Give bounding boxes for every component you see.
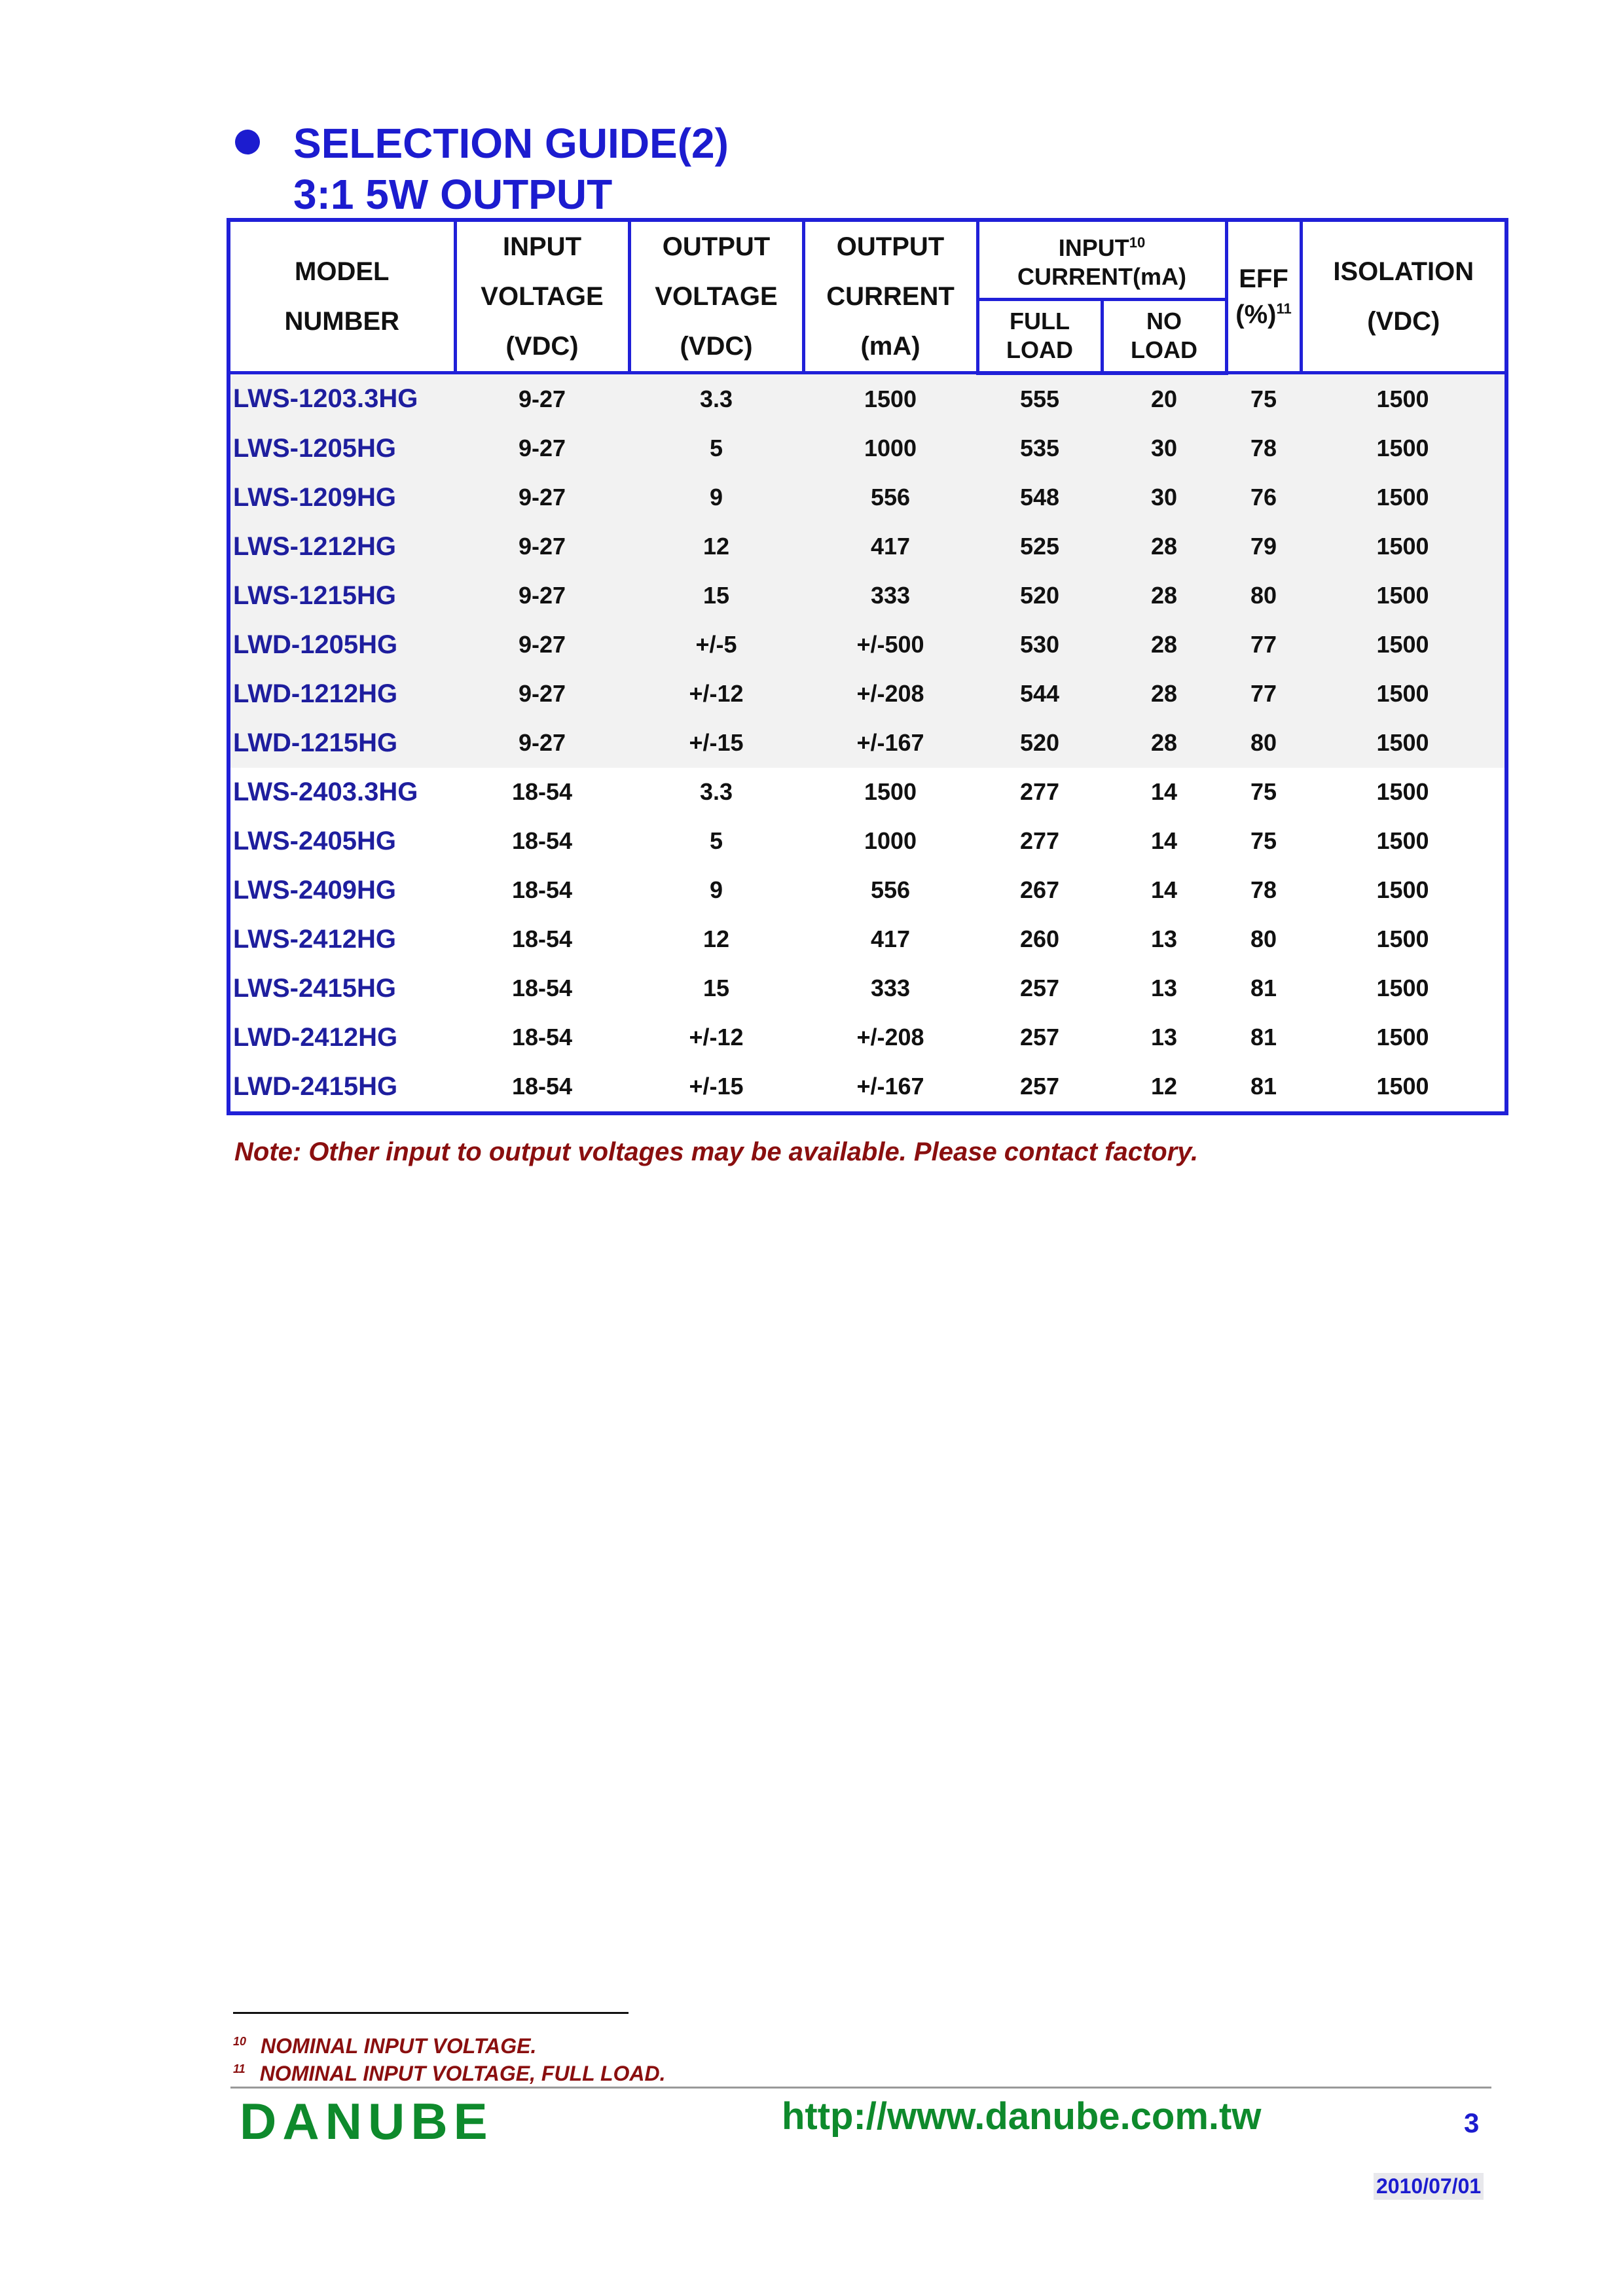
full-load-cell: 555 [977,373,1102,424]
input-voltage-cell: 9-27 [455,522,629,571]
input-voltage-cell: 18-54 [511,975,573,1001]
table-row [228,719,1506,768]
model-cell: LWS-2415HG [233,973,396,1003]
output-current-cell: +/-208 [856,1024,924,1050]
model-cell: LWS-1205HG [228,424,455,473]
brand-logo: DANUBE [240,2092,494,2150]
footer-divider [230,2087,1491,2089]
output-current-cell: +/-167 [856,1073,924,1100]
isolation-cell: 1500 [1376,1024,1429,1050]
model-cell: LWS-2409HG [233,875,396,905]
table-row [228,473,1506,522]
output-current-cell: 556 [803,473,977,522]
eff-cell: 75 [1250,827,1277,854]
output-current-cell: 417 [803,522,977,571]
output-current-cell: +/-500 [803,620,977,670]
no-load-cell: 28 [1102,571,1226,620]
input-voltage-cell: 9-27 [455,670,629,719]
input-voltage-cell: 9-27 [455,424,629,473]
output-voltage-cell: +/-15 [689,1073,744,1100]
eff-cell: 81 [1250,1073,1277,1100]
output-voltage-cell: +/-12 [629,670,803,719]
table-row [228,1013,1506,1062]
output-voltage-cell: +/-12 [689,1024,744,1050]
output-current-cell: 1000 [803,424,977,473]
full-load-cell: 277 [1019,778,1060,805]
revision-date: 2010/07/01 [1374,2173,1484,2200]
no-load-cell: 30 [1102,473,1226,522]
isolation-cell: 1500 [1376,876,1429,903]
table-row [228,768,1506,817]
input-voltage-cell: 18-54 [511,778,573,805]
output-current-cell: +/-208 [803,670,977,719]
output-voltage-cell: 12 [702,925,730,952]
bullet-icon [235,130,260,154]
eff-cell: 81 [1250,975,1277,1001]
isolation-cell: 1500 [1301,719,1506,768]
isolation-cell: 1500 [1301,571,1506,620]
model-cell: LWD-2412HG [233,1022,398,1052]
selection-table [227,218,1508,1115]
table-row [228,915,1506,964]
eff-cell: 80 [1226,719,1301,768]
input-voltage-cell: 9-27 [455,373,629,424]
website-link[interactable]: http://www.danube.com.tw [782,2095,1262,2138]
eff-cell: 75 [1250,778,1277,805]
model-cell: LWS-1203.3HG [228,373,455,424]
output-voltage-cell: 9 [629,473,803,522]
table-row [228,866,1506,915]
output-current-cell: +/-167 [803,719,977,768]
output-voltage-cell: 3.3 [699,778,733,805]
output-voltage-cell: 5 [709,827,723,854]
input-voltage-cell: 9-27 [455,571,629,620]
eff-cell: 78 [1226,424,1301,473]
output-voltage-cell: 12 [629,522,803,571]
output-current-cell: 1500 [803,373,977,424]
isolation-cell: 1500 [1376,925,1429,952]
output-voltage-cell: 5 [629,424,803,473]
isolation-cell: 1500 [1301,670,1506,719]
eff-cell: 75 [1226,373,1301,424]
input-voltage-cell: 18-54 [511,876,573,903]
no-load-cell: 20 [1102,373,1226,424]
eff-cell: 77 [1226,670,1301,719]
full-load-cell: 548 [977,473,1102,522]
output-current-cell: 1000 [864,827,917,854]
full-load-cell: 277 [1019,827,1060,854]
isolation-cell: 1500 [1301,473,1506,522]
heading-subtitle: 3:1 5W OUTPUT [293,171,613,218]
model-cell: LWD-2415HG [233,1071,398,1101]
no-load-cell: 13 [1150,925,1178,952]
no-load-cell: 30 [1102,424,1226,473]
no-load-cell: 28 [1102,522,1226,571]
full-load-cell: 544 [977,670,1102,719]
isolation-cell: 1500 [1301,522,1506,571]
output-current-cell: 1500 [864,778,917,805]
input-voltage-cell: 9-27 [455,473,629,522]
model-cell: LWS-2405HG [233,826,396,855]
output-current-cell: 417 [870,925,911,952]
output-current-cell: 333 [870,975,911,1001]
full-load-cell: 257 [1019,1024,1060,1050]
no-load-cell: 14 [1150,778,1178,805]
output-voltage-cell: 9 [709,876,723,903]
output-voltage-cell: +/-5 [629,620,803,670]
eff-cell: 77 [1226,620,1301,670]
model-cell: LWD-1212HG [228,670,455,719]
header-model: MODEL NUMBER [228,220,455,373]
full-load-cell: 520 [977,571,1102,620]
input-voltage-cell: 18-54 [511,925,573,952]
model-cell: LWS-1215HG [228,571,455,620]
model-cell: LWS-2412HG [233,924,396,954]
table-row [228,620,1506,670]
no-load-cell: 12 [1150,1073,1178,1100]
table-row [228,522,1506,571]
isolation-cell: 1500 [1376,1073,1429,1100]
header-input-current: INPUT$^{10}$ CURRENT(mA) [977,220,1226,300]
header-eff: EFF (%)$^{11}$ [1226,220,1301,373]
no-load-cell: 28 [1102,620,1226,670]
model-cell: LWS-1209HG [228,473,455,522]
section-heading [236,118,729,220]
availability-note: Note: Other input to output voltages may be available. Please contact factory. [234,1138,1199,1166]
input-voltage-cell: 18-54 [511,1024,573,1050]
full-load-cell: 530 [977,620,1102,670]
output-current-cell: 556 [870,876,911,903]
table-row [228,817,1506,866]
model-cell: LWS-2403.3HG [233,777,418,806]
table-row [228,424,1506,473]
table-row [228,373,1506,424]
isolation-cell: 1500 [1301,424,1506,473]
header-full-load: FULL LOAD [977,300,1102,373]
header-no-load: NO LOAD [1102,300,1226,373]
no-load-cell: 13 [1150,975,1178,1001]
output-voltage-cell: 3.3 [629,373,803,424]
input-voltage-cell: 18-54 [511,1073,573,1100]
footnote-ref-10: 10 [1129,234,1146,251]
isolation-cell: 1500 [1301,620,1506,670]
eff-cell: 76 [1226,473,1301,522]
table-row [228,964,1506,1013]
table-row [228,571,1506,620]
no-load-cell: 13 [1150,1024,1178,1050]
model-cell: LWD-1215HG [228,719,455,768]
no-load-cell: 28 [1102,719,1226,768]
output-current-cell: 333 [803,571,977,620]
no-load-cell: 28 [1102,670,1226,719]
full-load-cell: 257 [1019,975,1060,1001]
isolation-cell: 1500 [1376,975,1429,1001]
page-number: 3 [1464,2108,1480,2138]
header-isolation: ISOLATION (VDC) [1301,220,1506,373]
output-voltage-cell: +/-15 [629,719,803,768]
footnote-10: $^{10}$ NOMINAL INPUT VOLTAGE. [233,2034,537,2058]
footnote-ref-11: 11 [1276,300,1292,317]
table-row [228,670,1506,719]
footnote-divider [233,2012,629,2014]
output-voltage-cell: 15 [629,571,803,620]
isolation-cell: 1500 [1301,373,1506,424]
full-load-cell: 267 [1019,876,1060,903]
isolation-cell: 1500 [1376,778,1429,805]
isolation-cell: 1500 [1376,827,1429,854]
full-load-cell: 535 [977,424,1102,473]
model-cell: LWS-1212HG [228,522,455,571]
header-output-voltage: OUTPUT VOLTAGE (VDC) [629,220,803,373]
model-cell: LWD-1205HG [228,620,455,670]
eff-cell: 79 [1226,522,1301,571]
input-voltage-cell: 9-27 [455,620,629,670]
table-body [228,373,1506,1113]
full-load-cell: 525 [977,522,1102,571]
eff-cell: 80 [1226,571,1301,620]
footnote-11: $^{11}$ NOMINAL INPUT VOLTAGE, FULL LOAD. [233,2062,666,2085]
eff-cell: 78 [1250,876,1277,903]
full-load-cell: 257 [1019,1073,1060,1100]
header-input-voltage: INPUT VOLTAGE (VDC) [455,220,629,373]
table-row [228,1062,1506,1113]
input-voltage-cell: 9-27 [455,719,629,768]
full-load-cell: 520 [977,719,1102,768]
eff-cell: 81 [1250,1024,1277,1050]
output-voltage-cell: 15 [702,975,730,1001]
no-load-cell: 14 [1150,827,1178,854]
heading-title: SELECTION GUIDE(2) [293,120,729,167]
full-load-cell: 260 [1019,925,1060,952]
no-load-cell: 14 [1150,876,1178,903]
header-output-current: OUTPUT CURRENT (mA) [803,220,977,373]
eff-cell: 80 [1250,925,1277,952]
input-voltage-cell: 18-54 [511,827,573,854]
